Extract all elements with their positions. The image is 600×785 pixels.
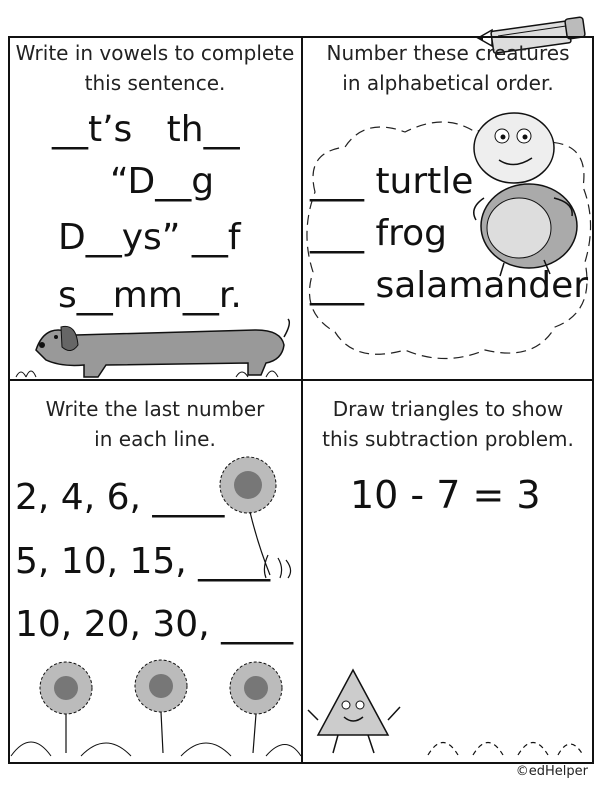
dog-illustration — [16, 315, 291, 380]
numbers-instruction-line2: in each line. — [94, 427, 216, 451]
vowels-sentence-line2: “D__g — [110, 161, 215, 202]
number-sequence-2: 5, 10, 15, ____ — [15, 541, 271, 582]
number-sequence-3: 10, 20, 30, ____ — [15, 604, 294, 645]
vowels-sentence-line4: s__mm__r. — [58, 275, 242, 316]
subtraction-instruction-line1: Draw triangles to show — [332, 397, 564, 421]
creature-item-frog: ___ frog — [310, 213, 448, 254]
vowels-instruction-line1: Write in vowels to complete — [15, 41, 295, 65]
vowels-sentence-line3: D__ys” __f — [58, 217, 241, 258]
vowels-sentence-line1: __t’s th__ — [52, 109, 240, 150]
dandelion-row-illustration — [11, 648, 301, 758]
numbers-instruction-line1: Write the last number — [45, 397, 265, 421]
subtraction-equation: 10 - 7 = 3 — [350, 473, 541, 517]
creature-item-salamander: ___ salamander — [310, 265, 589, 306]
creatures-instruction-line1: Number these creatures — [326, 41, 570, 65]
triangle-character-illustration — [308, 665, 583, 760]
vowels-instruction-line2: this sentence. — [84, 71, 226, 95]
copyright-text: ©edHelper — [515, 764, 588, 779]
creature-item-turtle: ___ turtle — [310, 161, 474, 202]
turtle-illustration — [464, 108, 584, 278]
number-sequence-1: 2, 4, 6, ____ — [15, 477, 225, 518]
subtraction-instruction-line2: this subtraction problem. — [322, 427, 574, 451]
creatures-instruction-line2: in alphabetical order. — [342, 71, 554, 95]
